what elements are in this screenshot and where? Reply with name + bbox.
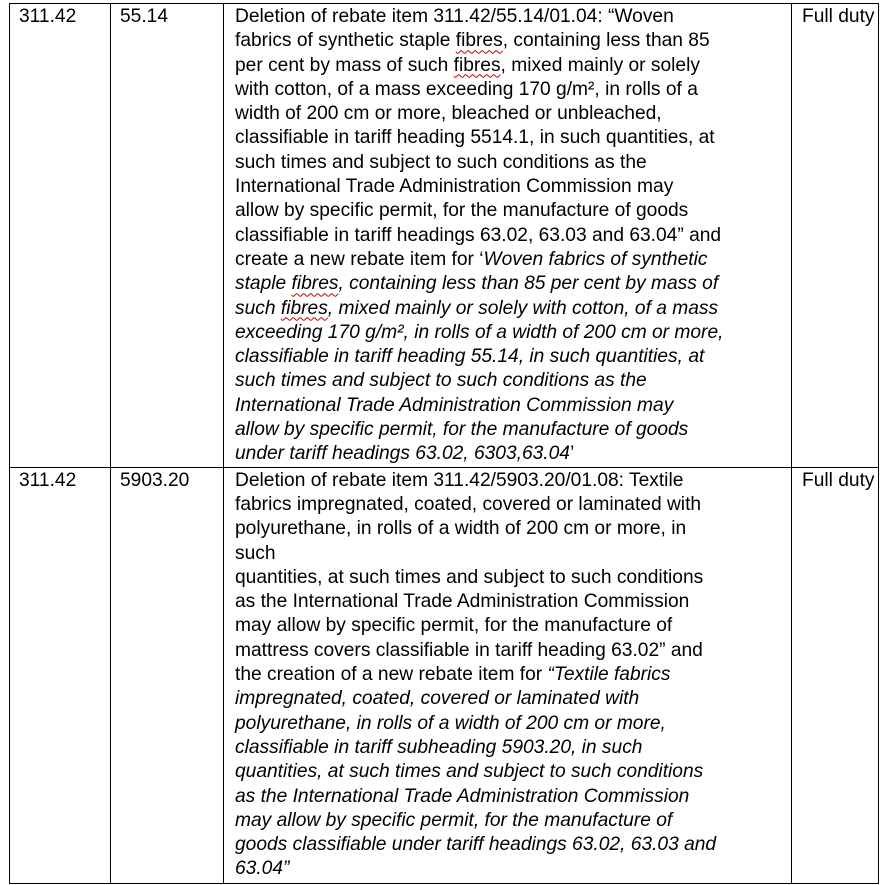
description-line [235, 614, 789, 638]
text-run: 63.04” [235, 858, 290, 880]
description-line [235, 175, 789, 199]
description-line [235, 687, 789, 711]
description-line [235, 5, 789, 29]
text-run: impregnated, coated, covered or laminated with [235, 688, 640, 710]
description-line [235, 394, 789, 418]
description-line [235, 833, 789, 857]
text-run: ’ [569, 443, 575, 465]
description-line [235, 857, 789, 881]
text-run: classifiable in tariff heading 5514.1, in such quantities, at [235, 127, 715, 149]
spellcheck-flagged-word: fibres [280, 297, 328, 319]
description-line [235, 712, 789, 736]
description-line [235, 736, 789, 760]
text-run: such times and subject to such conditions as the [235, 151, 647, 173]
text-run: create a new rebate item for ‘ [235, 248, 484, 270]
description-line [235, 345, 789, 369]
duty-cell: Full duty [792, 4, 879, 468]
item-number-cell: 311.42 [10, 467, 111, 883]
text-run: Deletion of rebate item 311.42/55.14/01.04: “Woven [235, 6, 674, 27]
description-line [235, 248, 789, 272]
table-row [10, 467, 879, 883]
spellcheck-flagged-word: fibres [453, 54, 501, 76]
description-line [235, 785, 789, 809]
text-run: polyurethane, in rolls of a width of 200 cm or more, in [235, 518, 687, 540]
description-line [235, 151, 789, 175]
description-cell [224, 4, 792, 468]
text-run: Woven fabrics of synthetic [483, 248, 708, 270]
text-run: International Trade Administration Commission may [235, 176, 674, 198]
description-line [235, 590, 789, 614]
text-run: goods classifiable under tariff headings 63.02, 63.03 and [235, 834, 717, 856]
text-run: , mixed mainly or solely [500, 54, 700, 76]
text-run: quantities, at such times and subject to such conditions [235, 761, 704, 783]
description-line [235, 369, 789, 393]
text-run: may allow by specific permit, for the manufacture of [235, 615, 673, 637]
description-line [235, 493, 789, 517]
text-run: per cent by mass of such [235, 54, 454, 76]
text-run: Deletion of rebate item 311.42/5903.20/01.08: Textile [235, 469, 684, 491]
description-line [235, 78, 789, 102]
spellcheck-flagged-word: fibres [291, 273, 339, 295]
text-run: the creation of a new rebate item for [235, 664, 548, 686]
text-run: under tariff headings 63.02, 6303,63.04 [235, 443, 570, 465]
spellcheck-flagged-word: fibres [455, 30, 503, 52]
description-line [235, 809, 789, 833]
item-number-cell: 311.42 [10, 4, 111, 468]
description-line [235, 442, 789, 466]
text-run: exceeding 170 g/m², in rolls of a width of 200 cm or more, [235, 321, 724, 343]
description-line [235, 639, 789, 663]
description-line [235, 321, 789, 345]
text-run: may allow by specific permit, for the manufacture of [235, 809, 673, 831]
description-line [235, 199, 789, 223]
description-line [235, 272, 789, 296]
tariff-heading-cell: 5903.20 [111, 467, 224, 883]
description-line [235, 663, 789, 687]
rebate-amendment-table [9, 3, 879, 884]
description-line [235, 29, 789, 53]
text-run: fabrics impregnated, coated, covered or laminated with [235, 493, 702, 515]
text-run: quantities, at such times and subject to such conditions [235, 566, 704, 588]
duty-cell: Full duty [792, 467, 879, 883]
description-line [235, 566, 789, 590]
text-run: as the International Trade Administration Commission [235, 785, 690, 807]
description-line [235, 469, 789, 493]
text-run: , containing less than 85 per cent by mass of [338, 273, 719, 295]
description-cell [224, 467, 792, 883]
description-line [235, 126, 789, 150]
description-line [235, 224, 789, 248]
text-run: classifiable in tariff headings 63.02, 63.03 and 63.04” and [235, 224, 722, 246]
text-run: fabrics of synthetic staple [235, 30, 456, 52]
table-row [10, 4, 879, 468]
text-run: such times and subject to such conditions as the [235, 370, 647, 392]
text-run: such [235, 542, 276, 564]
text-run: classifiable in tariff subheading 5903.20, in such [235, 736, 643, 758]
text-run: polyurethane, in rolls of a width of 200 cm or more, [235, 712, 666, 734]
text-run: with cotton, of a mass exceeding 170 g/m², in rolls of a [235, 78, 698, 100]
description-line [235, 102, 789, 126]
text-run: such [235, 297, 281, 319]
description-line [235, 54, 789, 78]
tariff-heading-cell: 55.14 [111, 4, 224, 468]
text-run: as the International Trade Administration Commission [235, 591, 690, 613]
text-run: “Textile fabrics [547, 664, 671, 686]
text-run: mattress covers classifiable in tariff heading 63.02” and [235, 639, 703, 661]
description-line [235, 517, 789, 541]
text-run: classifiable in tariff heading 55.14, in such quantities, at [235, 346, 705, 368]
text-run: allow by specific permit, for the manufacture of goods [235, 200, 689, 222]
text-run: width of 200 cm or more, bleached or unbleached, [235, 103, 662, 125]
description-line [235, 297, 789, 321]
description-line [235, 542, 789, 566]
description-line [235, 418, 789, 442]
text-run: International Trade Administration Commission may [235, 394, 674, 416]
text-run: , mixed mainly or solely with cotton, of a mass [327, 297, 719, 319]
text-run: allow by specific permit, for the manufacture of goods [235, 419, 689, 441]
text-run: , containing less than 85 [502, 30, 710, 52]
text-run: staple [235, 273, 292, 295]
description-line [235, 760, 789, 784]
